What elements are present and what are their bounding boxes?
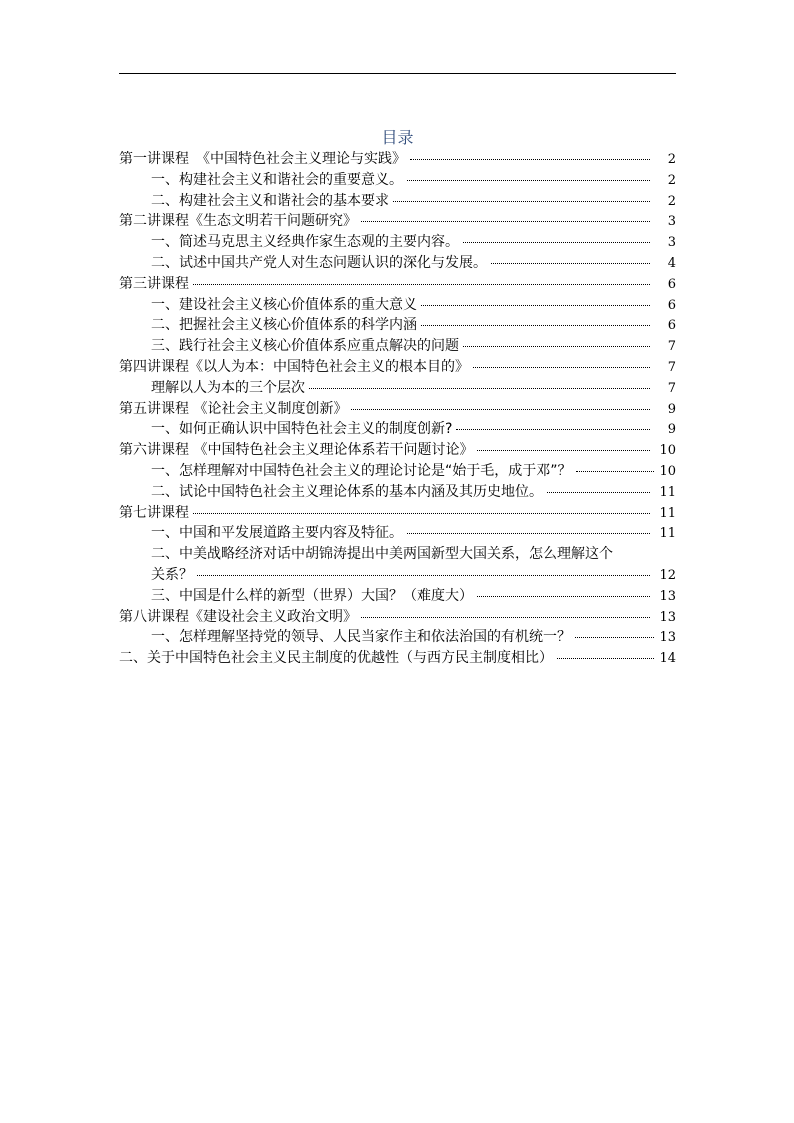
toc-entry-page: 13 bbox=[659, 609, 676, 625]
toc-entry[interactable] bbox=[119, 648, 676, 669]
dot-leader bbox=[407, 521, 650, 534]
toc-entry-text: 一、建设社会主义核心价值体系的重大意义 bbox=[151, 296, 417, 313]
toc-entry-text: 二、构建社会主义和谐社会的基本要求 bbox=[151, 192, 389, 209]
toc-entry-page: 11 bbox=[659, 526, 676, 542]
toc-entry[interactable] bbox=[119, 586, 676, 607]
toc-entry-text: 第四讲课程《以人为本：中国特色社会主义的根本目的》 bbox=[119, 358, 469, 375]
toc-entry-text: 一、构建社会主义和谐社会的重要意义。 bbox=[151, 171, 403, 188]
header-rule bbox=[119, 73, 676, 74]
toc-entry-text: 第八讲课程《建设社会主义政治文明》 bbox=[119, 608, 357, 625]
toc-entry-text: 第三讲课程 bbox=[119, 275, 189, 292]
dot-leader bbox=[193, 272, 650, 285]
toc-entry-page: 10 bbox=[659, 443, 676, 459]
toc-entry[interactable] bbox=[119, 232, 676, 253]
dot-leader bbox=[193, 501, 650, 514]
toc-entry-text: 第六讲课程 《中国特色社会主义理论体系若干问题讨论》 bbox=[119, 442, 474, 459]
toc-entry-page: 2 bbox=[667, 193, 676, 209]
toc-entry[interactable] bbox=[119, 211, 676, 232]
toc-entry[interactable] bbox=[119, 357, 676, 378]
dot-leader bbox=[575, 625, 654, 638]
toc-entry[interactable] bbox=[119, 440, 676, 461]
toc-entry[interactable] bbox=[119, 378, 676, 399]
dot-leader bbox=[491, 251, 650, 264]
toc-entry-text: 第一讲课程 《中国特色社会主义理论与实践》 bbox=[119, 151, 406, 167]
toc-entry[interactable] bbox=[119, 274, 676, 295]
toc-entry-text: 二、试论中国特色社会主义理论体系的基本内涵及其历史地位。 bbox=[151, 483, 543, 500]
toc-entry-text: 一、如何正确认识中国特色社会主义的制度创新? bbox=[151, 421, 453, 438]
toc-entry[interactable] bbox=[119, 419, 676, 440]
toc-entry[interactable] bbox=[119, 503, 676, 524]
toc-entry-page: 12 bbox=[659, 567, 676, 583]
toc-entry-text: 三、践行社会主义核心价值体系应重点解决的问题 bbox=[151, 338, 459, 355]
toc-entry-text: 一、怎样理解对中国特色社会主义的理论讨论是“始于毛，成于邓”？ bbox=[151, 462, 572, 479]
dot-leader bbox=[410, 147, 650, 160]
toc-title: 目录 bbox=[381, 128, 414, 147]
toc-entry-page: 4 bbox=[667, 255, 676, 271]
toc-entry[interactable] bbox=[119, 295, 676, 316]
dot-leader bbox=[477, 584, 650, 597]
toc-entry[interactable] bbox=[119, 399, 676, 420]
toc-entry[interactable] bbox=[119, 482, 676, 503]
toc-entry-text: 二、把握社会主义核心价值体系的科学内涵 bbox=[151, 317, 417, 334]
toc-entry-text: 二、中美战略经济对话中胡锦涛提出中美两国新型大国关系，怎么理解这个 bbox=[151, 546, 613, 563]
toc-entry-text: 二、试述中国共产党人对生态问题认识的深化与发展。 bbox=[151, 254, 487, 271]
toc-entry-page: 10 bbox=[659, 463, 676, 479]
dot-leader bbox=[361, 605, 650, 618]
toc-entry[interactable] bbox=[119, 461, 676, 482]
dot-leader bbox=[421, 293, 650, 306]
toc-entry-text: 第七讲课程 bbox=[119, 504, 189, 521]
dot-leader bbox=[477, 438, 650, 451]
toc-entry[interactable] bbox=[119, 170, 676, 191]
toc-entry-wrapped[interactable] bbox=[119, 544, 676, 565]
toc-entry[interactable] bbox=[119, 336, 676, 357]
dot-leader bbox=[421, 313, 650, 326]
toc-entry-page: 9 bbox=[667, 401, 676, 417]
toc-entry[interactable] bbox=[119, 253, 676, 274]
toc-entry[interactable] bbox=[119, 191, 676, 212]
toc-entry-text: 第二讲课程《生态文明若干问题研究》 bbox=[119, 213, 357, 230]
toc-entry-page: 3 bbox=[667, 235, 676, 251]
toc-entry-page: 9 bbox=[667, 422, 676, 438]
toc-entry-text: 一、简述马克思主义经典作家生态观的主要内容。 bbox=[151, 234, 459, 251]
toc-entry-page: 6 bbox=[667, 276, 676, 292]
toc-entry-page: 3 bbox=[667, 214, 676, 230]
toc-entry[interactable] bbox=[119, 315, 676, 336]
toc-entry[interactable] bbox=[119, 523, 676, 544]
toc-entry-page: 14 bbox=[659, 651, 676, 667]
toc-entry[interactable] bbox=[119, 607, 676, 628]
toc-entry-page: 13 bbox=[659, 630, 676, 646]
dot-leader bbox=[473, 355, 650, 368]
dot-leader bbox=[393, 189, 650, 202]
dot-leader bbox=[463, 334, 650, 347]
dot-leader bbox=[547, 480, 650, 493]
dot-leader bbox=[361, 209, 650, 222]
toc-entry-page: 7 bbox=[667, 359, 676, 375]
table-of-contents bbox=[119, 149, 676, 669]
toc-entry-page: 11 bbox=[659, 484, 676, 500]
toc-entry-page: 11 bbox=[659, 505, 676, 521]
dot-leader bbox=[557, 646, 654, 659]
toc-entry[interactable] bbox=[119, 627, 676, 648]
toc-entry-text: 第五讲课程 《论社会主义制度创新》 bbox=[119, 400, 348, 417]
dot-leader bbox=[309, 376, 650, 389]
toc-entry-page: 2 bbox=[667, 152, 676, 167]
toc-entry-page: 6 bbox=[667, 297, 676, 313]
toc-entry-page: 13 bbox=[659, 588, 676, 604]
toc-entry-text: 理解以人为本的三个层次 bbox=[151, 379, 305, 396]
toc-entry[interactable] bbox=[119, 149, 676, 170]
toc-entry-text: 二、关于中国特色社会主义民主制度的优越性（与西方民主制度相比） bbox=[119, 650, 553, 667]
dot-leader bbox=[197, 563, 650, 576]
dot-leader bbox=[456, 417, 650, 430]
dot-leader bbox=[407, 168, 650, 181]
toc-entry-page: 2 bbox=[667, 172, 676, 188]
toc-entry-continuation[interactable] bbox=[119, 565, 676, 586]
dot-leader bbox=[351, 397, 650, 410]
toc-entry-text: 一、中国和平发展道路主要内容及特征。 bbox=[151, 525, 403, 542]
toc-entry-page: 7 bbox=[667, 339, 676, 355]
dot-leader bbox=[576, 459, 654, 472]
toc-entry-text: 一、怎样理解坚持党的领导、人民当家作主和依法治国的有机统一？ bbox=[151, 629, 571, 646]
toc-entry-text: 关系？ bbox=[151, 566, 193, 583]
toc-entry-page: 6 bbox=[667, 318, 676, 334]
dot-leader bbox=[463, 230, 650, 243]
toc-entry-text: 三、中国是什么样的新型（世界）大国？（难度大） bbox=[151, 587, 473, 604]
toc-entry-page: 7 bbox=[667, 380, 676, 396]
